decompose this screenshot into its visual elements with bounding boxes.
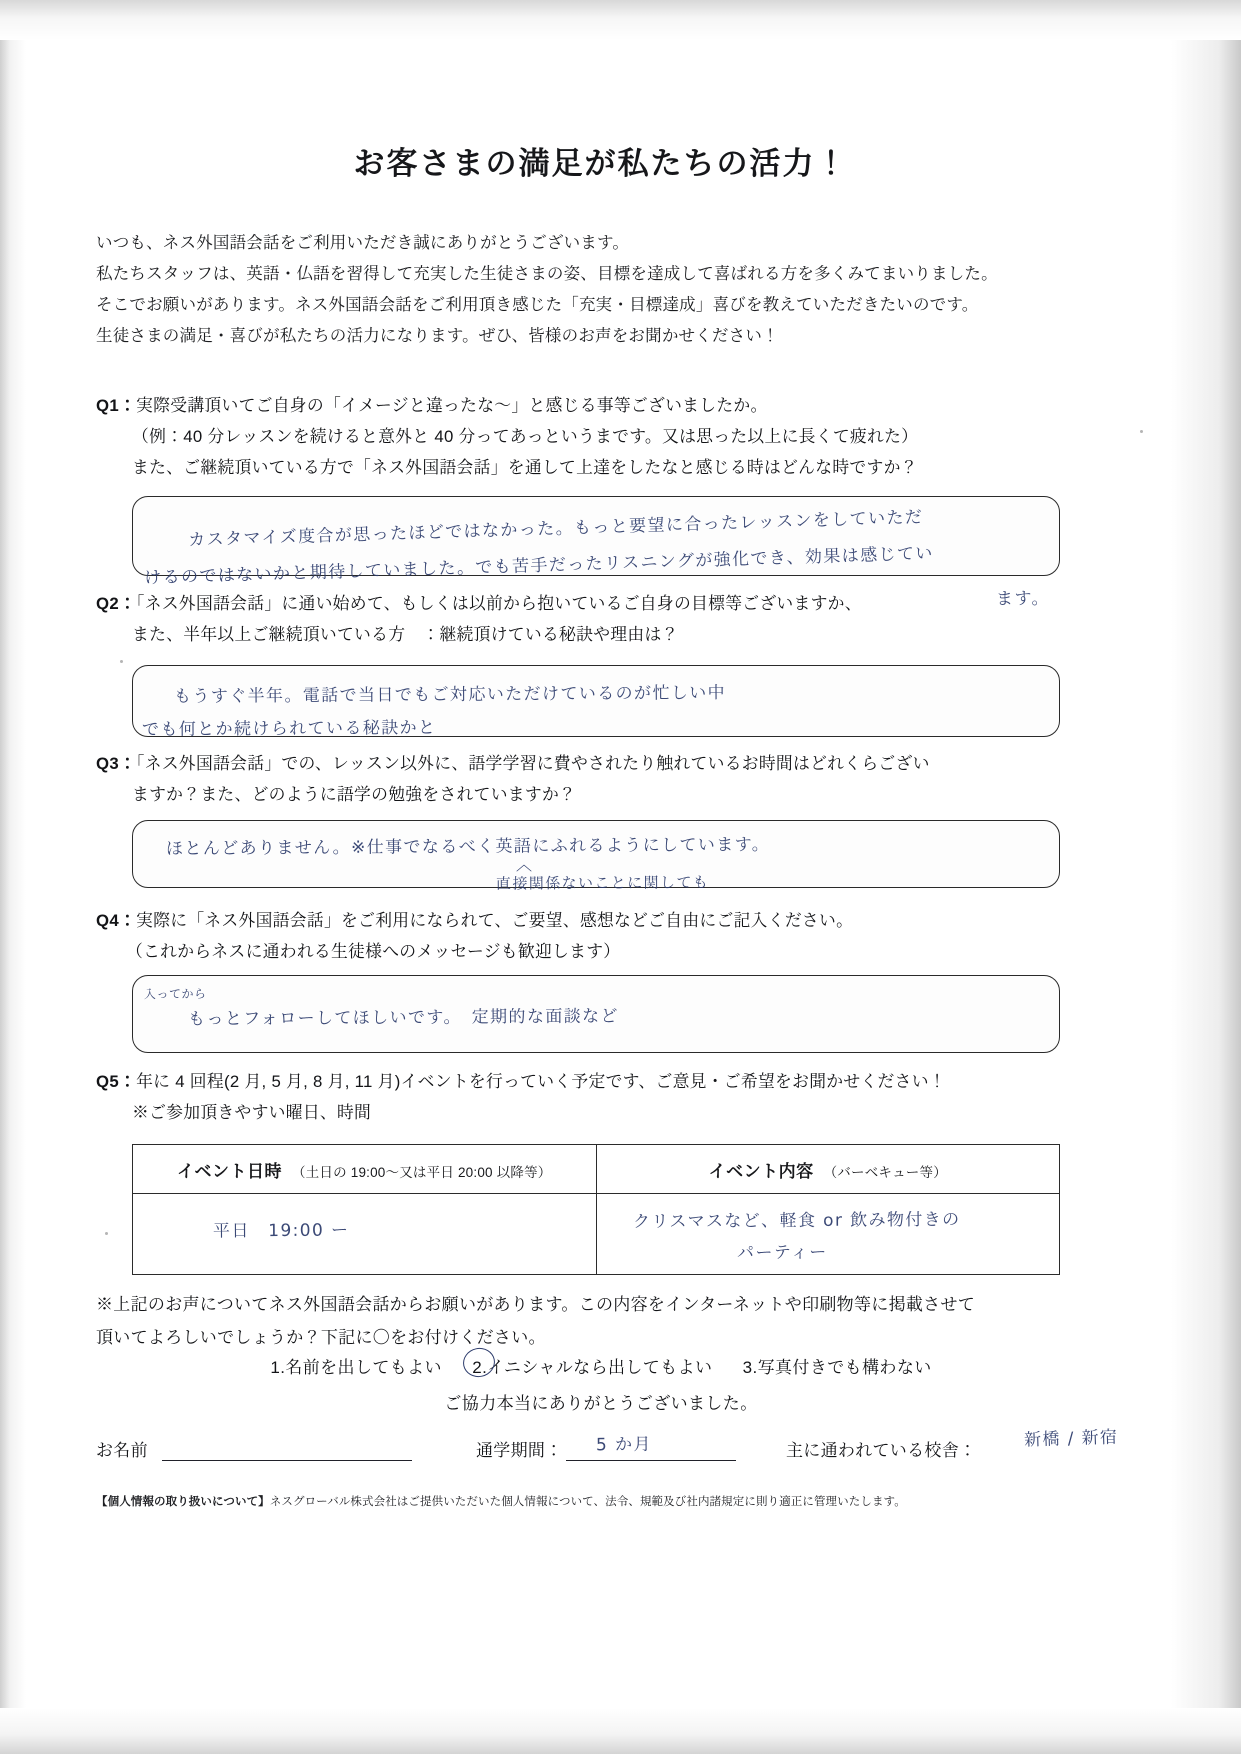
event-datetime-value: 平日 19:00 ー xyxy=(212,1220,350,1242)
q2-label: Q2： xyxy=(96,594,137,613)
q1-answer-line-1: カスタマイズ度合が思ったほどではなかった。もっと要望に合ったレッスンをしていただ xyxy=(187,507,924,551)
consent-option-2-label: イニシャルなら出してもよい xyxy=(487,1358,713,1377)
question-block-q3 xyxy=(96,748,1106,810)
question-block-q4 xyxy=(96,905,1106,967)
q1-sub-line: また、ご継続頂いている方で「ネス外国語会話」を通して上達をしたなと感じる時はどんな時ですか？ xyxy=(132,458,918,477)
school-label: 主に通われている校舎： xyxy=(786,1441,977,1460)
consent-option-3-number: 3. xyxy=(742,1358,758,1377)
q1-example-line: （例：40 分レッスンを続けると意外と 40 分ってあっというまです。又は思った以上に長くて疲れた） xyxy=(132,427,919,446)
intro-paragraph xyxy=(96,228,1096,352)
q5-sub-line: ※ご参加頂きやすい曜日、時間 xyxy=(132,1103,372,1122)
q4-sub-line: （これからネスに通われる生徒様へのメッセージも歓迎します） xyxy=(126,942,621,961)
q3-sub-line: ますか？また、どのように語学の勉強をされていますか？ xyxy=(132,785,577,804)
q4-answer-line-1: もっとフォローしてほしいです。 定期的な面談など xyxy=(187,1006,619,1030)
q4-label: Q4： xyxy=(96,911,137,930)
event-content-value-line-2: パーティー xyxy=(736,1242,828,1264)
q5-text: 年に 4 回程(2 月, 5 月, 8 月, 11 月)イベントを行っていく予定です、ご意見・ご希望をお聞かせください！ xyxy=(136,1072,946,1091)
event-datetime-header-sub: （土日の 19:00～又は平日 20:00 以降等） xyxy=(291,1164,552,1180)
q3-label: Q3： xyxy=(96,754,137,773)
consent-line-2: 頂いてよろしいでしょうか？下記に〇をお付けください。 xyxy=(96,1328,546,1347)
event-datetime-header xyxy=(133,1145,597,1194)
consent-line-1: ※上記のお声についてネス外国語会話からお願いがあります。この内容をインターネットや印刷物等に掲載させて xyxy=(96,1295,976,1314)
q1-answer-line-3: ます。 xyxy=(995,588,1050,610)
school-value: 新橋 / 新宿 xyxy=(1023,1427,1119,1451)
event-table-header-row xyxy=(133,1145,1060,1194)
table-row xyxy=(133,1194,1060,1275)
q4-prompt-line xyxy=(96,905,1106,936)
event-datetime-header-main: イベント日時 xyxy=(176,1161,282,1181)
event-table-head xyxy=(133,1145,1060,1194)
q1-label: Q1： xyxy=(96,396,137,415)
intro-line-3: そこでお願いがあります。ネス外国語会話をご利用頂き感じた「充実・目標達成」喜びを教えていただきたいのです。 xyxy=(96,296,979,314)
q3-text: 「ネス外国語会話」での、レッスン以外に、語学学習に費やされたり触れているお時間はどれくらござい xyxy=(136,754,930,773)
scan-edge-right xyxy=(1161,0,1241,1754)
event-content-header-sub: （バーベキュー等） xyxy=(823,1164,947,1180)
question-block-q5 xyxy=(96,1066,1106,1128)
event-content-cell[interactable] xyxy=(596,1194,1060,1275)
privacy-notice-heading: 【個人情報の取り扱いについて】 xyxy=(96,1496,270,1508)
thanks-line: ご協力本当にありがとうございました。 xyxy=(444,1394,758,1413)
consent-option-1[interactable] xyxy=(270,1358,447,1377)
q3-answer-line-2: 直接関係ないことに関しても xyxy=(495,873,710,893)
q2-prompt-line xyxy=(96,588,1106,619)
event-table xyxy=(132,1144,1060,1275)
q1-text: 実際受講頂いてご自身の「イメージと違ったな～」と感じる事等ございましたか。 xyxy=(136,396,768,415)
intro-line-2: 私たちスタッフは、英語・仏語を習得して充実した生徒さまの姿、目標を達成して喜ばれる方を多くみてまいりました。 xyxy=(96,265,998,283)
q2-sub-line: また、半年以上ご継続頂いている方 ：継続頂けている秘訣や理由は？ xyxy=(132,625,679,644)
privacy-notice-text: ネスグローバル株式会社はご提供いただいた個人情報について、法令、規範及び社内諸規定に則り適正に管理いたします。 xyxy=(269,1496,906,1508)
event-table-body xyxy=(133,1194,1060,1275)
scan-speck xyxy=(1140,430,1143,433)
consent-option-1-number: 1. xyxy=(270,1358,286,1377)
consent-option-3[interactable] xyxy=(743,1358,932,1377)
name-input-rule[interactable] xyxy=(162,1460,412,1461)
q2-text: 「ネス外国語会話」に通い始めて、もしくは以前から抱いているご自身の目標等ございますか、 xyxy=(136,594,862,613)
q5-prompt-line xyxy=(96,1066,1106,1097)
q4-answer-note: 入ってから xyxy=(143,986,207,1002)
consent-option-2[interactable] xyxy=(470,1353,714,1378)
footer-fields xyxy=(96,1427,1119,1472)
q1-prompt-line xyxy=(96,390,1106,421)
period-label: 通学期間： xyxy=(476,1441,563,1460)
consent-paragraph xyxy=(96,1288,1106,1354)
page-title: お客さまの満足が私たちの活力！ xyxy=(353,146,849,181)
scan-edge-left xyxy=(0,0,26,1754)
event-content-value-line-1: クリスマスなど、軽食 or 飲み物付きの xyxy=(632,1209,961,1233)
q5-label: Q5： xyxy=(96,1072,137,1091)
event-content-header xyxy=(596,1145,1060,1194)
q3-answer-line-1: ほとんどありません。※仕事でなるべく英語にふれるようにしています。 xyxy=(165,834,771,860)
question-block-q1 xyxy=(96,390,1106,483)
document-content xyxy=(96,0,1119,1754)
q3-prompt-line xyxy=(96,748,1106,779)
consent-options xyxy=(96,1353,1106,1378)
event-datetime-cell[interactable] xyxy=(133,1194,597,1275)
question-block-q2 xyxy=(96,588,1106,650)
intro-line-4: 生徒さまの満足・喜びが私たちの活力になります。ぜひ、皆様のお声をお聞かせください！ xyxy=(96,327,779,345)
privacy-notice xyxy=(96,1493,1106,1509)
q2-answer-line-1: もうすぐ半年。電話で当日でもご対応いただけているのが忙しい中 xyxy=(173,683,727,707)
consent-option-2-number: 2. xyxy=(472,1358,488,1377)
consent-option-1-label: 名前を出してもよい xyxy=(285,1358,442,1377)
intro-line-1: いつも、ネス外国語会話をご利用いただき誠にありがとうございます。 xyxy=(96,234,630,252)
event-content-header-main: イベント内容 xyxy=(708,1161,814,1181)
q2-answer-line-2: でも何とか続けられている秘訣かと xyxy=(141,717,437,741)
consent-option-3-label: 写真付きでも構わない xyxy=(757,1358,932,1377)
name-label: お名前 xyxy=(96,1441,148,1460)
caret-insert-icon: ︿ xyxy=(516,855,533,874)
period-value: 5 か月 xyxy=(595,1434,652,1456)
period-input-rule[interactable] xyxy=(566,1460,736,1461)
q1-answer-line-2: けるのではないかと期待していました。でも苦手だったリスニングが強化でき、効果は感じてい xyxy=(143,543,935,589)
q4-text: 実際に「ネス外国語会話」をご利用になられて、ご要望、感想などご自由にご記入ください。 xyxy=(136,911,854,930)
